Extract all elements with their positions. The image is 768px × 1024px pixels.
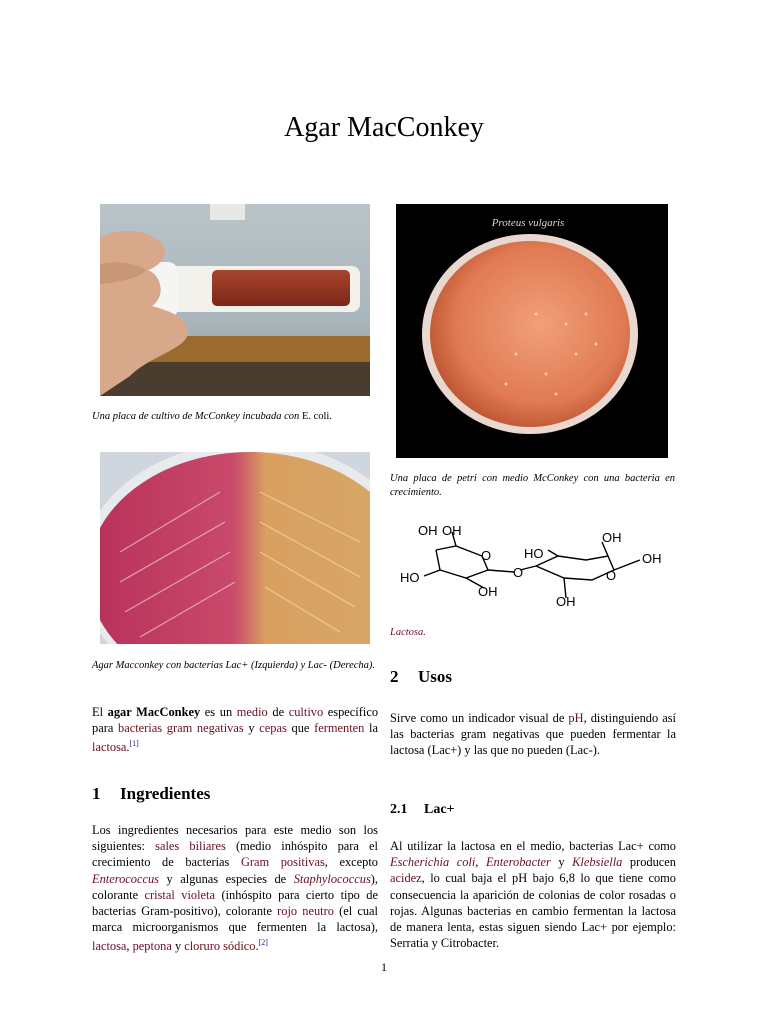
proteus-plate-image [396,204,668,458]
link-escherichia-coli[interactable]: Escherichia coli [390,855,476,870]
lac-plate-image [100,452,370,644]
link-acidez[interactable]: acidez [390,871,422,886]
figure-plate-in-hand-caption: Una placa de cultivo de McConkey incubada con E. coli. [92,411,332,422]
link-lactosa[interactable]: lactosa [92,740,127,755]
link-cultivo[interactable]: cultivo [288,705,324,719]
atom-oh-2: OH [442,523,462,538]
atom-ho-1: HO [400,570,420,585]
atom-oh-5: OH [642,551,662,566]
intro-paragraph: El agar MacConkey es un medio de cultivo específico para bacterias gram negativas y cepas que fermenten la lactosa.[1] [92,705,379,755]
section-2-1-paragraph: Al utilizar la lactosa en el medio, bacterias Lac+ como Escherichia coli, Enterobacter y Klebsiella producen acidez, lo cual baja el pH bajo 6,8 lo que tiene como consecuencia la aparición de colonias de color rosadas o rojas. Algunas bacterias en cambio fermentan la lactosa de manera lenta, estas siguen siendo Lac+ por ejemplo: Serratia y Citrobacter. [390,839,677,951]
page-title: Agar MacConkey [284,112,484,143]
link-cristal-violeta[interactable]: cristal violeta [144,887,215,902]
figure-proteus-plate [396,204,668,458]
atom-oh-1: OH [418,523,438,538]
figure-lac-plate [100,452,370,644]
link-staphylococcus[interactable]: Staphylococcus [293,871,371,886]
link-cloruro-sodico[interactable]: cloruro sódico [184,939,256,954]
atom-oh-3: OH [478,584,498,599]
link-fermenten[interactable]: fermenten [314,721,365,736]
link-klebsiella[interactable]: Klebsiella [572,855,623,870]
page-number: 1 [381,960,387,974]
link-rojo-neutro[interactable]: rojo neutro [277,904,334,919]
link-cepas[interactable]: cepas [259,721,287,736]
link-enterococcus[interactable]: Enterococcus [92,871,159,886]
atom-ho-2: HO [524,546,544,561]
link-medio[interactable]: medio [236,705,268,719]
section-2-1-heading: 2.1 Lac+ [390,802,455,817]
atom-oh-6: OH [556,594,576,609]
section-2-heading: 2 Usos [390,667,453,686]
figure-lactose-caption: Lactosa. [390,627,426,638]
figure-plate-in-hand [100,204,370,396]
link-bacterias-gram-negativas[interactable]: bacterias gram negativas [118,721,244,736]
figure-lactose-structure [396,520,668,612]
reference-2[interactable]: [2] [258,938,268,948]
link-enterobacter[interactable]: Enterobacter [485,855,551,870]
lactose-diagram [396,520,668,612]
atom-o-bridge: O [513,565,524,580]
reference-1[interactable]: [1] [129,739,139,749]
atom-oh-4: OH [602,530,622,545]
figure-proteus-caption: Una placa de petri con medio McConkey con una bacteria en crecimiento. [390,473,675,498]
link-peptona[interactable]: peptona [132,939,172,954]
link-sales-biliares[interactable]: sales biliares [155,839,226,854]
proteus-label: Proteus vulgaris [491,217,565,229]
link-lactosa-2[interactable]: lactosa [92,939,127,954]
section-2-paragraph: Sirve como un indicador visual de pH, distinguiendo así las bacterias gram negativas que pueden fermentar la lactosa (Lac+) y las que no pueden (Lac-). [390,711,676,758]
atom-o-ring1: O [481,548,492,563]
link-ph[interactable]: pH [568,711,584,725]
section-1-heading: 1 Ingredientes [92,784,211,803]
section-1-paragraph: Los ingredientes necesarios para este medio son los siguientes: sales biliares (medio inhóspito para el crecimiento de bacterias Gram positivas, excepto Enterococcus y algunas especies de Staphylococcus), colorante cristal violeta (inhóspito para cierto tipo de bacterias Gram-positivo), colorante rojo neutro (el cual marca microorganismos que fermenten la lactosa), lactosa, peptona y cloruro sódico.[2] [92,823,378,954]
plate-in-hand-image [100,204,370,396]
atom-o-ring2: O [606,568,617,583]
link-gram-positivas[interactable]: Gram positivas [240,855,325,870]
figure-lac-caption: Agar Macconkey con bacterias Lac+ (Izquierda) y Lac- (Derecha). [92,660,376,671]
